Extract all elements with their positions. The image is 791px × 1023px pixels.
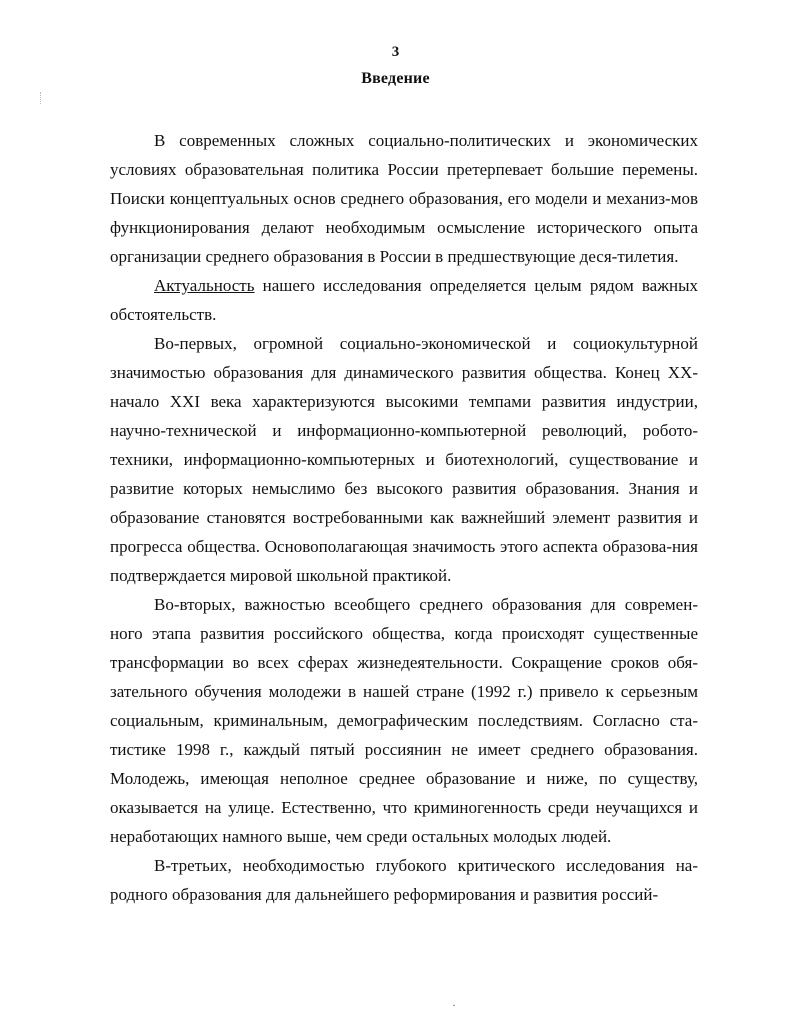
relevance-rest: нашего исследования определяется целым рядом важных обстоятельств. — [110, 276, 698, 324]
paragraph-relevance — [110, 271, 698, 329]
paragraph-secondly: Во-вторых, важностью всеобщего среднего образования для современ-ного этапа развития российского общества, когда происходят существенные трансформации во всех сферах жизнедеятельности. Сокращение сроков обя-зательного обучения молодежи в нашей стране (1992 г.) привело к серьезным социальным, криминальным, демографическим последствиям. Согласно ста-тистике 1998 г., каждый пятый россиянин не имеет среднего образования. Молодежь, имеющая неполное среднее образование и ниже, по существу, оказывается на улице. Естественно, что криминогенность среди неучащихся и неработающих намного выше, чем среди остальных молодых людей. — [110, 595, 698, 846]
paragraph-firstly: Во-первых, огромной социально-экономической и социокультурной значимостью образования для динамического развития общества. Конец XX-начало XXI века характеризуются высокими темпами развития индустрии, научно-технической и информационно-компьютерной революций, робото-техники, информационно-компьютерных и биотехнологий, существование и развитие которых немыслимо без высокого развития образования. Знания и образование становятся востребованными как важнейший элемент развития и прогресса общества. Основополагающая значимость этого аспекта образова-ния подтверждается мировой школьной практикой. — [110, 334, 698, 585]
paragraph-intro: В современных сложных социально-политических и экономических условиях образовательная политика России претерпевает большие перемены. Поиски концептуальных основ среднего образования, его модели и механиз-мов функционирования делают необходимым осмысление исторического опыта организации среднего образования в России в предшествующие деся-тилетия. — [110, 131, 698, 266]
section-heading: Введение — [361, 70, 430, 87]
body-text — [110, 126, 698, 909]
paragraph-thirdly: В-третьих, необходимостью глубокого критического исследования на-родного образования для дальнейшего реформирования и развития россий- — [110, 856, 698, 904]
page-number: 3 — [391, 44, 400, 60]
scan-bottom-mark: · — [452, 998, 456, 1012]
relevance-term: Актуальность — [154, 276, 255, 295]
scan-margin-mark — [40, 92, 47, 104]
